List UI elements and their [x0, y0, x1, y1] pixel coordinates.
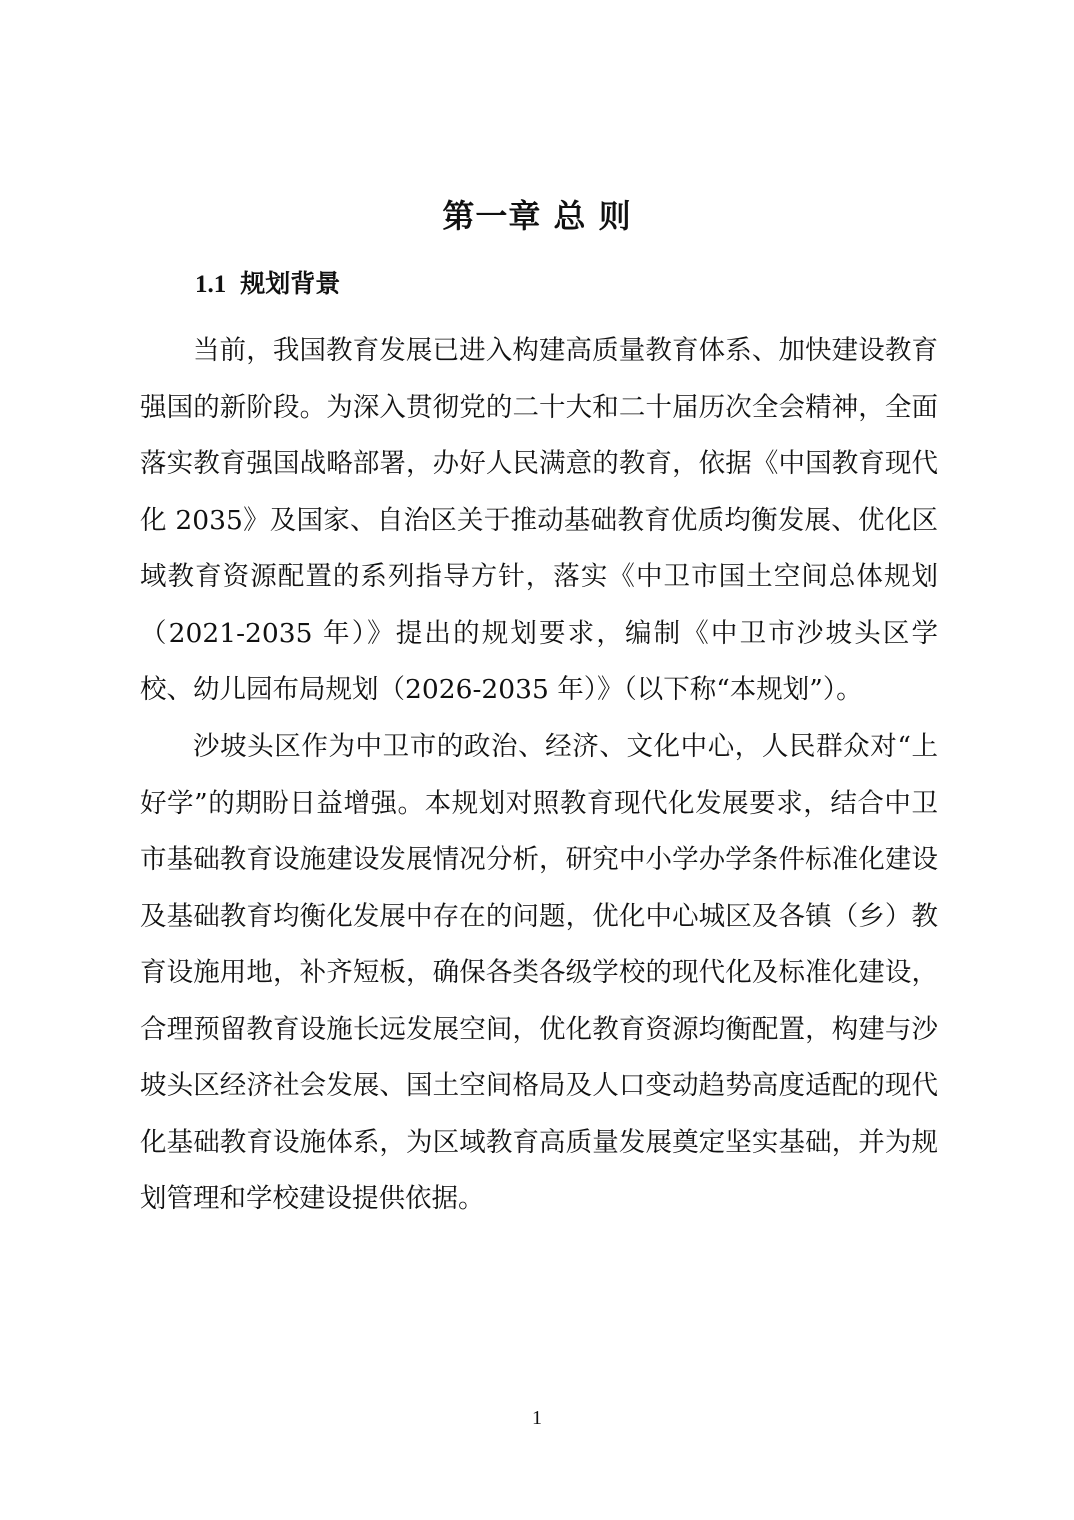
page-number: 1 [532, 1407, 542, 1429]
paragraph-district-overview: 沙坡头区作为中卫市的政治、经济、文化中心，人民群众对“上好学”的期盼日益增强。本规划对照教育现代化发展要求，结合中卫市基础教育设施建设发展情况分析，研究中小学办学条件标准化建设及基础教育均衡化发展中存在的问题，优化中心城区及各镇（乡）教育设施用地，补齐短板，确保各类各级学校的现代化及标准化建设，合理预留教育设施长远发展空间，优化教育资源均衡配置，构建与沙坡头区经济社会发展、国土空间格局及人口变动趋势高度适配的现代化基础教育设施体系，为区域教育高质量发展奠定坚实基础，并为规划管理和学校建设提供依据。 [140, 731, 938, 1214]
section-number: 1.1 [195, 271, 227, 298]
paragraph-planning-context: 当前，我国教育发展已进入构建高质量教育体系、加快建设教育强国的新阶段。为深入贯彻党的二十大和二十届历次全会精神，全面落实教育强国战略部署，办好人民满意的教育，依据《中国教育现代化 2035》及国家、自治区关于推动基础教育优质均衡发展、优化区域教育资源配置的系列指导方针，落实《中卫市国土空间总体规划（2021-2035 年）》提出的规划要求，编制《中卫市沙坡头区学校、幼儿园布局规划（2026-2035 年）》（以下称“本规划”）。 [140, 335, 938, 705]
chapter-title: 第一章 总 则 [442, 197, 632, 235]
section-title: 规划背景 [240, 269, 341, 298]
section-heading [195, 262, 340, 307]
